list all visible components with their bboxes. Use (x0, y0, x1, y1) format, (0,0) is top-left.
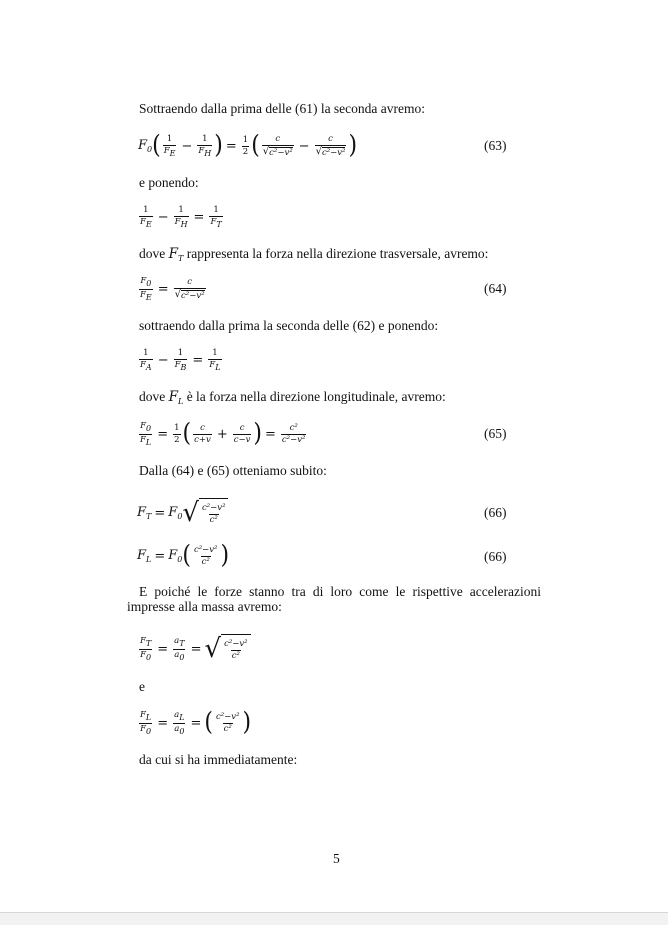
paragraph-text: Sottraendo dalla prima delle (61) la seconda avremo: (139, 101, 426, 116)
equation-66-transverse: $F_T$ = $F_0$ √ $\frac{\text{c²−v²}}{\text{c²}}$ (137, 496, 228, 530)
equation-transverse-definition: $\frac{1}{F_E}$ − $\frac{1}{F_H}$ = $\frac{1}{F_T}$ (140, 204, 222, 229)
equation-65: $\frac{F_0}{F_L}$ = $\frac{1}{2}$ ( $\frac{c}{c+v}$ + $\frac{c}{c-v}$ ) = $\frac{\text{c²}}{\text{c²−v²}}$ (140, 419, 306, 448)
paragraph-text: Dalla (64) e (65) otteniamo subito: (139, 463, 327, 478)
equation-63: $F_0$ ( $\frac{1}{F_E}$ − $\frac{1}{F_H}$ ) = $\frac{1}{2}$ ( c √ c²−v² − c √ c²−v² ) (138, 131, 358, 160)
paragraph-text: dove $F_L$ è la forza nella direzione longitudinale, avremo: (139, 389, 446, 406)
text-fragment: rappresenta la forza nella direzione trasversale, avremo: (183, 246, 489, 261)
equation-number: (63) (484, 138, 507, 153)
text-fragment: dove (139, 246, 169, 261)
paragraph-text: E poiché le forze stanno tra di loro come le rispettive accelerazioni (139, 584, 541, 599)
paragraph-text: e ponendo: (139, 175, 199, 190)
paragraph-text: dove $F_T$ rappresenta la forza nella direzione trasversale, avremo: (139, 246, 489, 263)
equation-64: $\frac{F_0}{F_E}$ = c √ c²−v² (140, 275, 205, 302)
equation-66-longitudinal: $F_L$ = $F_0$ ( $\frac{\text{c²−v²}}{\text{c²}}$ ) (137, 541, 230, 570)
viewer-bottom-edge (0, 912, 668, 925)
equation-number: (66) (484, 549, 507, 564)
paragraph-text: sottraendo dalla prima la seconda delle (62) e ponendo: (139, 318, 439, 333)
equation-longitudinal-acceleration: $\frac{F_L}{F_0}$ = $\frac{a_L}{a_0}$ = ( $\frac{\text{c²−v²}}{\text{c²}}$ ) (140, 708, 252, 737)
text-fragment: dove (139, 389, 169, 404)
equation-transverse-acceleration: $\frac{F_T}{F_0}$ = $\frac{a_T}{a_0}$ = √ $\frac{\text{c²−v²}}{\text{c²}}$ (137, 631, 251, 667)
text-fragment: è la forza nella direzione longitudinale, avremo: (183, 389, 446, 404)
equation-number: (64) (484, 281, 507, 296)
paragraph-text: da cui si ha immediatamente: (139, 752, 298, 767)
equation-number: (66) (484, 505, 507, 520)
paragraph-text: e (139, 679, 145, 694)
paragraph-text: impresse alla massa avremo: (127, 599, 282, 614)
equation-longitudinal-definition: $\frac{1}{F_A}$ − $\frac{1}{F_B}$ = $\frac{1}{F_L}$ (140, 347, 221, 372)
equation-number: (65) (484, 426, 507, 441)
page-number: 5 (333, 851, 340, 866)
